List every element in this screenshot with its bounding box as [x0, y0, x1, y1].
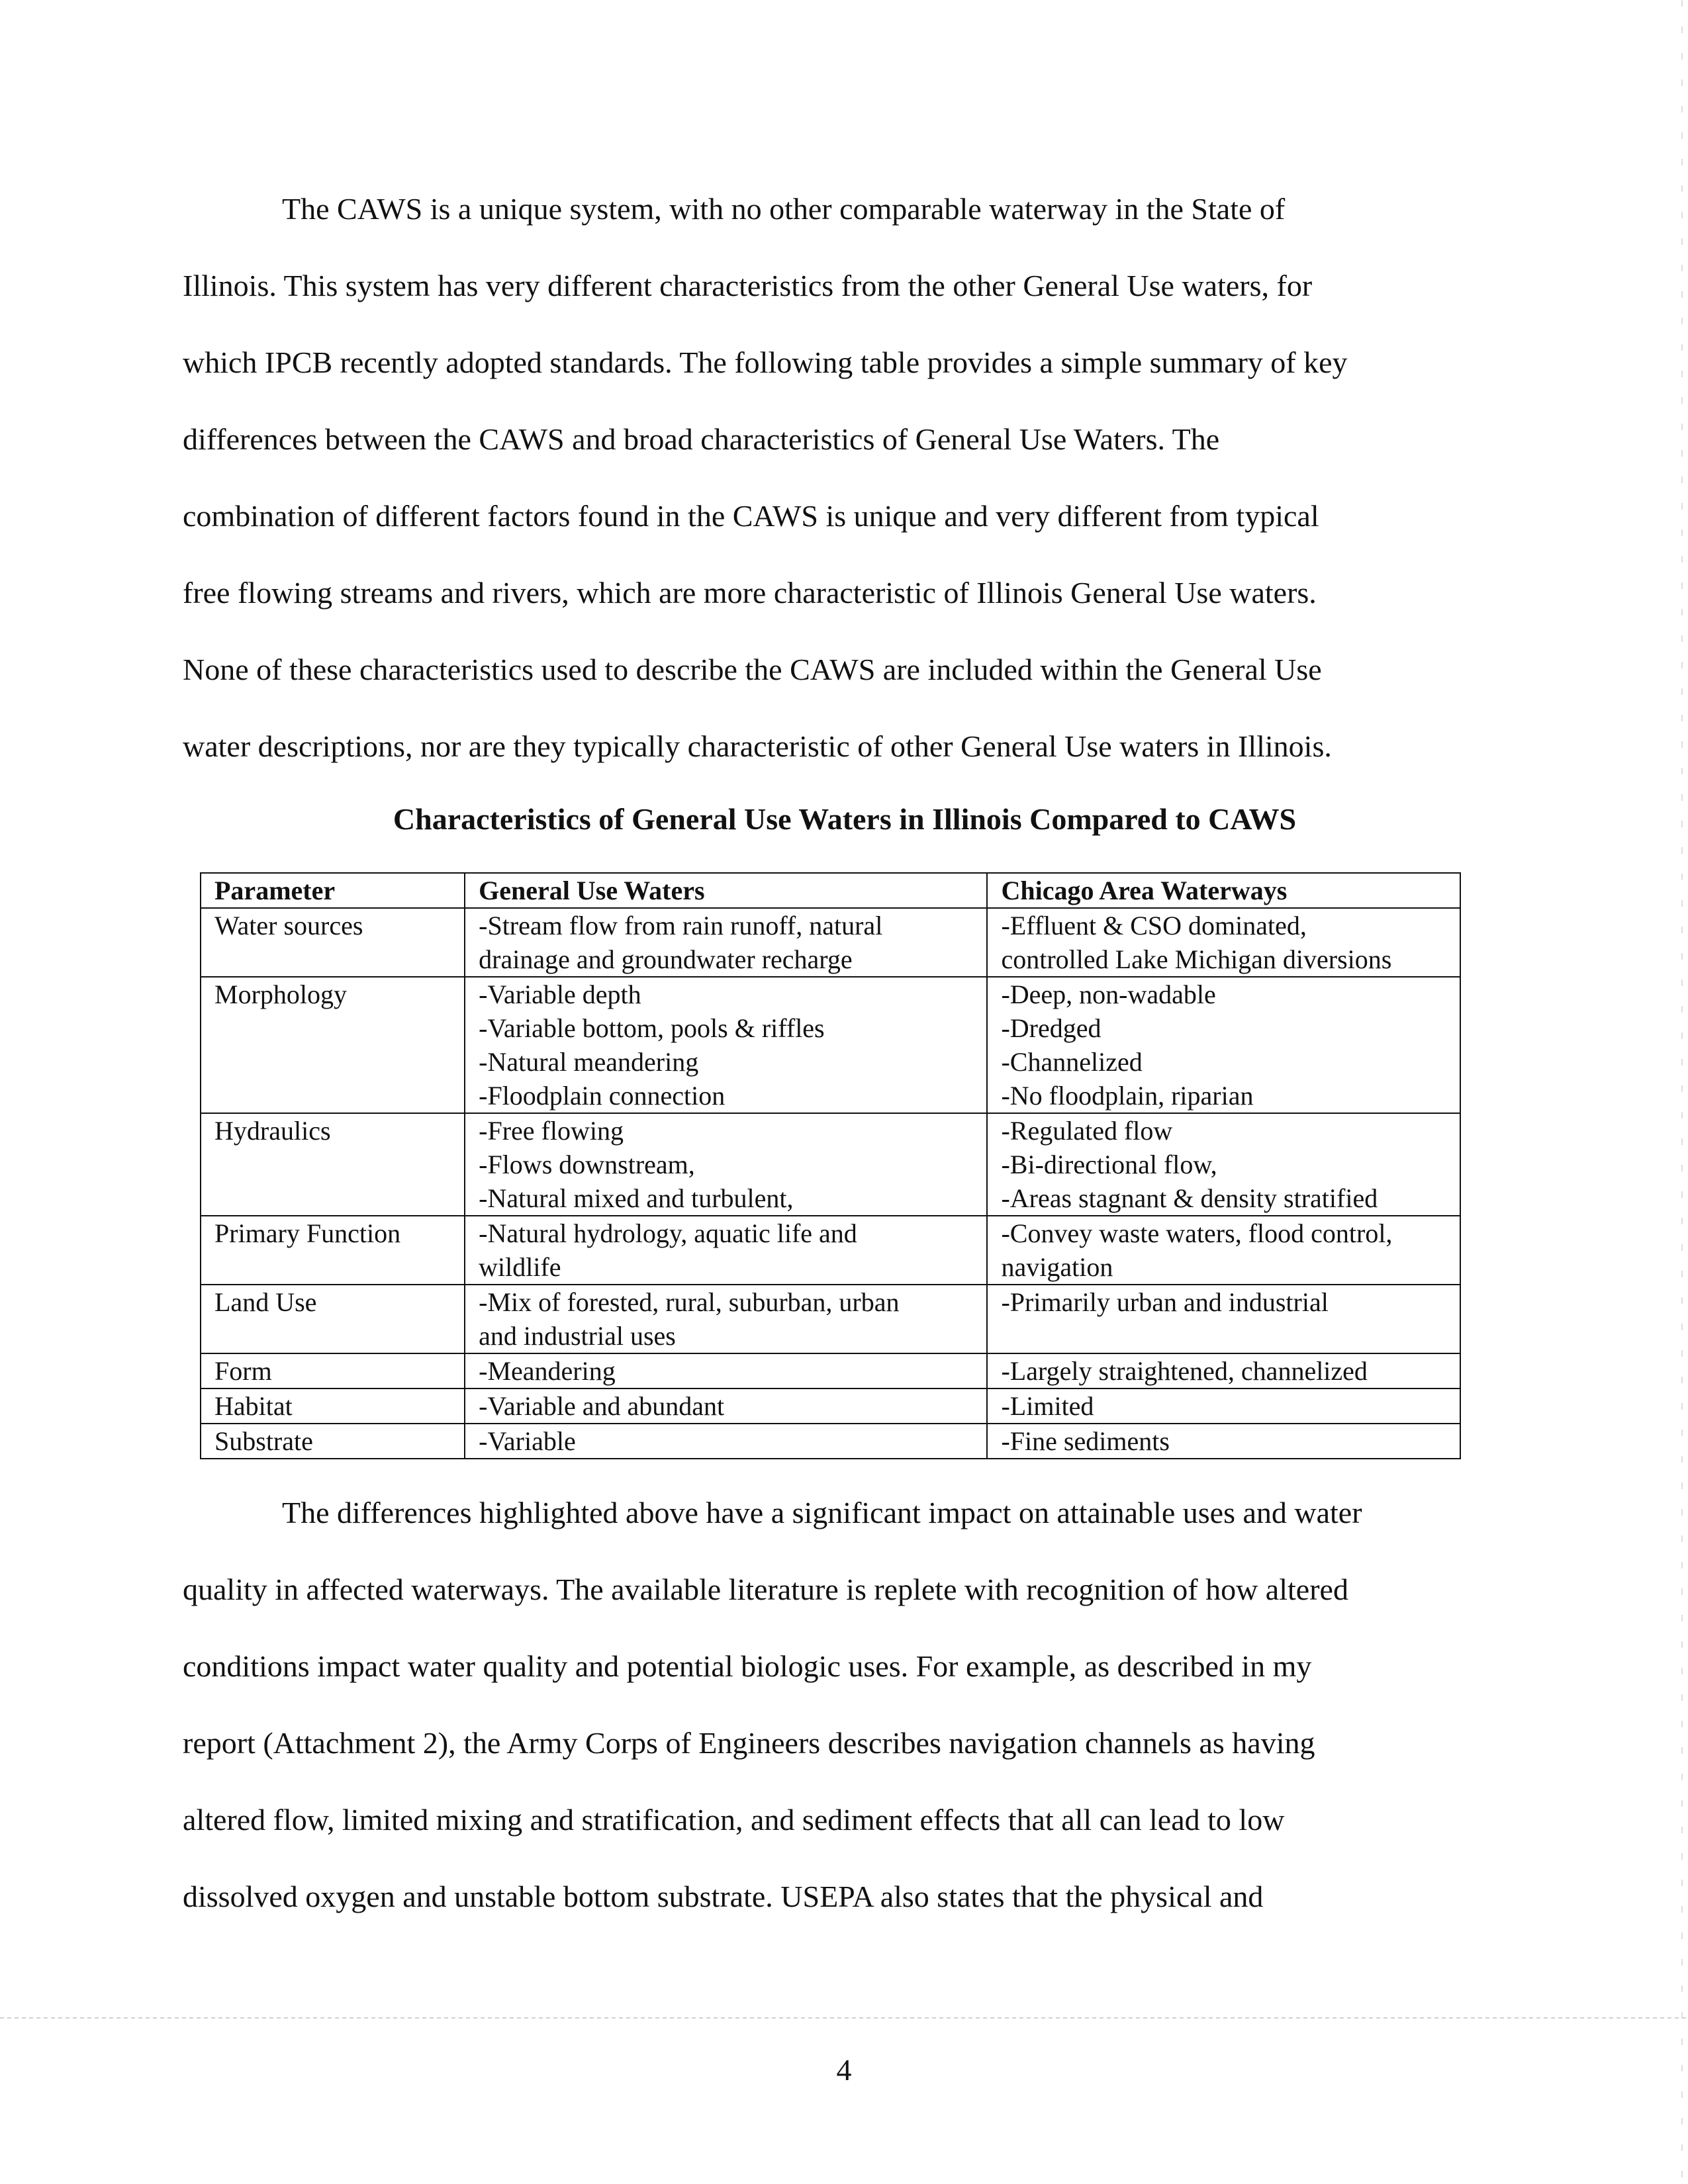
parameter-cell: Hydraulics: [201, 1113, 465, 1216]
paragraph-line: conditions impact water quality and potential biologic uses. For example, as described in my: [183, 1649, 1312, 1683]
cell-line: drainage and groundwater recharge: [479, 944, 853, 974]
cell-line: -Regulated flow: [1001, 1116, 1173, 1146]
cell-line: -Primarily urban and industrial: [1001, 1287, 1329, 1317]
paragraph-line: water descriptions, nor are they typically characteristic of other General Use waters in Illinois.: [183, 729, 1332, 763]
parameter-cell: Substrate: [201, 1424, 465, 1459]
page-number: 4: [836, 2053, 852, 2087]
cell-line: -Areas stagnant & density stratified: [1001, 1183, 1378, 1213]
cell-line: -Floodplain connection: [479, 1081, 726, 1111]
cell-line: -Convey waste waters, flood control,: [1001, 1218, 1393, 1248]
caws-cell: [987, 977, 1460, 1113]
paragraph-line: The differences highlighted above have a significant impact on attainable uses and water: [282, 1496, 1362, 1529]
paragraph-line: report (Attachment 2), the Army Corps of Engineers describes navigation channels as having: [183, 1726, 1315, 1760]
scan-artifact-edge: [1681, 0, 1683, 2184]
paragraph-line: free flowing streams and rivers, which are more characteristic of Illinois General Use waters.: [183, 576, 1317, 610]
paragraph-line: combination of different factors found in the CAWS is unique and very different from typical: [183, 499, 1319, 533]
general-use-cell: [465, 1388, 987, 1424]
parameter-cell: Water sources: [201, 908, 465, 977]
table-row: [201, 1353, 1460, 1388]
cell-line: navigation: [1001, 1252, 1113, 1282]
cell-line: -Natural meandering: [479, 1047, 699, 1077]
cell-line: -Meandering: [479, 1356, 616, 1386]
cell-line: -Variable and abundant: [479, 1391, 725, 1421]
caws-cell: [987, 1388, 1460, 1424]
table-row: [201, 1424, 1460, 1459]
scan-artifact-line: [0, 2017, 1688, 2019]
cell-line: -Natural hydrology, aquatic life and: [479, 1218, 857, 1248]
cell-line: controlled Lake Michigan diversions: [1001, 944, 1392, 974]
general-use-cell: [465, 1285, 987, 1353]
table-title: Characteristics of General Use Waters in Illinois Compared to CAWS: [393, 802, 1297, 836]
parameter-cell: Habitat: [201, 1388, 465, 1424]
cell-line: -Bi-directional flow,: [1001, 1150, 1217, 1179]
table-row: [201, 1216, 1460, 1285]
caws-cell: [987, 1424, 1460, 1459]
general-use-cell: [465, 908, 987, 977]
general-use-cell: [465, 1353, 987, 1388]
cell-line: -No floodplain, riparian: [1001, 1081, 1254, 1111]
parameter-cell: Morphology: [201, 977, 465, 1113]
cell-line: -Natural mixed and turbulent,: [479, 1183, 794, 1213]
paragraph-line: altered flow, limited mixing and stratification, and sediment effects that all can lead to low: [183, 1803, 1285, 1837]
table-row: [201, 1388, 1460, 1424]
general-use-cell: [465, 977, 987, 1113]
cell-line: -Variable depth: [479, 979, 641, 1009]
paragraph-line: Illinois. This system has very different characteristics from the other General Use waters, for: [183, 269, 1313, 302]
table-row: [201, 908, 1460, 977]
parameter-cell: Land Use: [201, 1285, 465, 1353]
table-header-row: [201, 873, 1460, 908]
general-use-cell: [465, 1113, 987, 1216]
cell-line: -Limited: [1001, 1391, 1094, 1421]
paragraph-line: None of these characteristics used to describe the CAWS are included within the General Use: [183, 653, 1322, 686]
cell-line: -Effluent & CSO dominated,: [1001, 911, 1307, 940]
cell-line: -Variable: [479, 1426, 576, 1456]
table-row: [201, 977, 1460, 1113]
comparison-table: [200, 872, 1461, 1459]
table-row: [201, 1285, 1460, 1353]
caws-cell: [987, 1285, 1460, 1353]
cell-line: -Largely straightened, channelized: [1001, 1356, 1368, 1386]
paragraph-line: quality in affected waterways. The available literature is replete with recognition of how altered: [183, 1572, 1348, 1606]
table-row: [201, 1113, 1460, 1216]
paragraph-line: The CAWS is a unique system, with no other comparable waterway in the State of: [282, 192, 1286, 226]
cell-line: and industrial uses: [479, 1321, 676, 1351]
cell-line: wildlife: [479, 1252, 561, 1282]
general-use-cell: [465, 1424, 987, 1459]
parameter-cell: Primary Function: [201, 1216, 465, 1285]
column-header-parameter: Parameter: [201, 873, 465, 908]
paragraph-line: which IPCB recently adopted standards. The following table provides a simple summary of key: [183, 345, 1348, 379]
cell-line: -Dredged: [1001, 1013, 1102, 1043]
paragraph-line: differences between the CAWS and broad characteristics of General Use Waters. The: [183, 422, 1220, 456]
cell-line: -Deep, non-wadable: [1001, 979, 1216, 1009]
cell-line: -Fine sediments: [1001, 1426, 1170, 1456]
caws-cell: [987, 1353, 1460, 1388]
general-use-cell: [465, 1216, 987, 1285]
cell-line: -Stream flow from rain runoff, natural: [479, 911, 883, 940]
intro-paragraph: [183, 171, 1507, 785]
column-header-caws: Chicago Area Waterways: [987, 873, 1460, 908]
caws-cell: [987, 1216, 1460, 1285]
cell-line: -Flows downstream,: [479, 1150, 695, 1179]
caws-cell: [987, 1113, 1460, 1216]
cell-line: -Channelized: [1001, 1047, 1143, 1077]
cell-line: -Variable bottom, pools & riffles: [479, 1013, 825, 1043]
cell-line: -Mix of forested, rural, suburban, urban: [479, 1287, 900, 1317]
differences-paragraph: [183, 1475, 1507, 1935]
parameter-cell: Form: [201, 1353, 465, 1388]
column-header-general-use: General Use Waters: [465, 873, 987, 908]
caws-cell: [987, 908, 1460, 977]
paragraph-line: dissolved oxygen and unstable bottom substrate. USEPA also states that the physical and: [183, 1880, 1264, 1913]
cell-line: -Free flowing: [479, 1116, 624, 1146]
